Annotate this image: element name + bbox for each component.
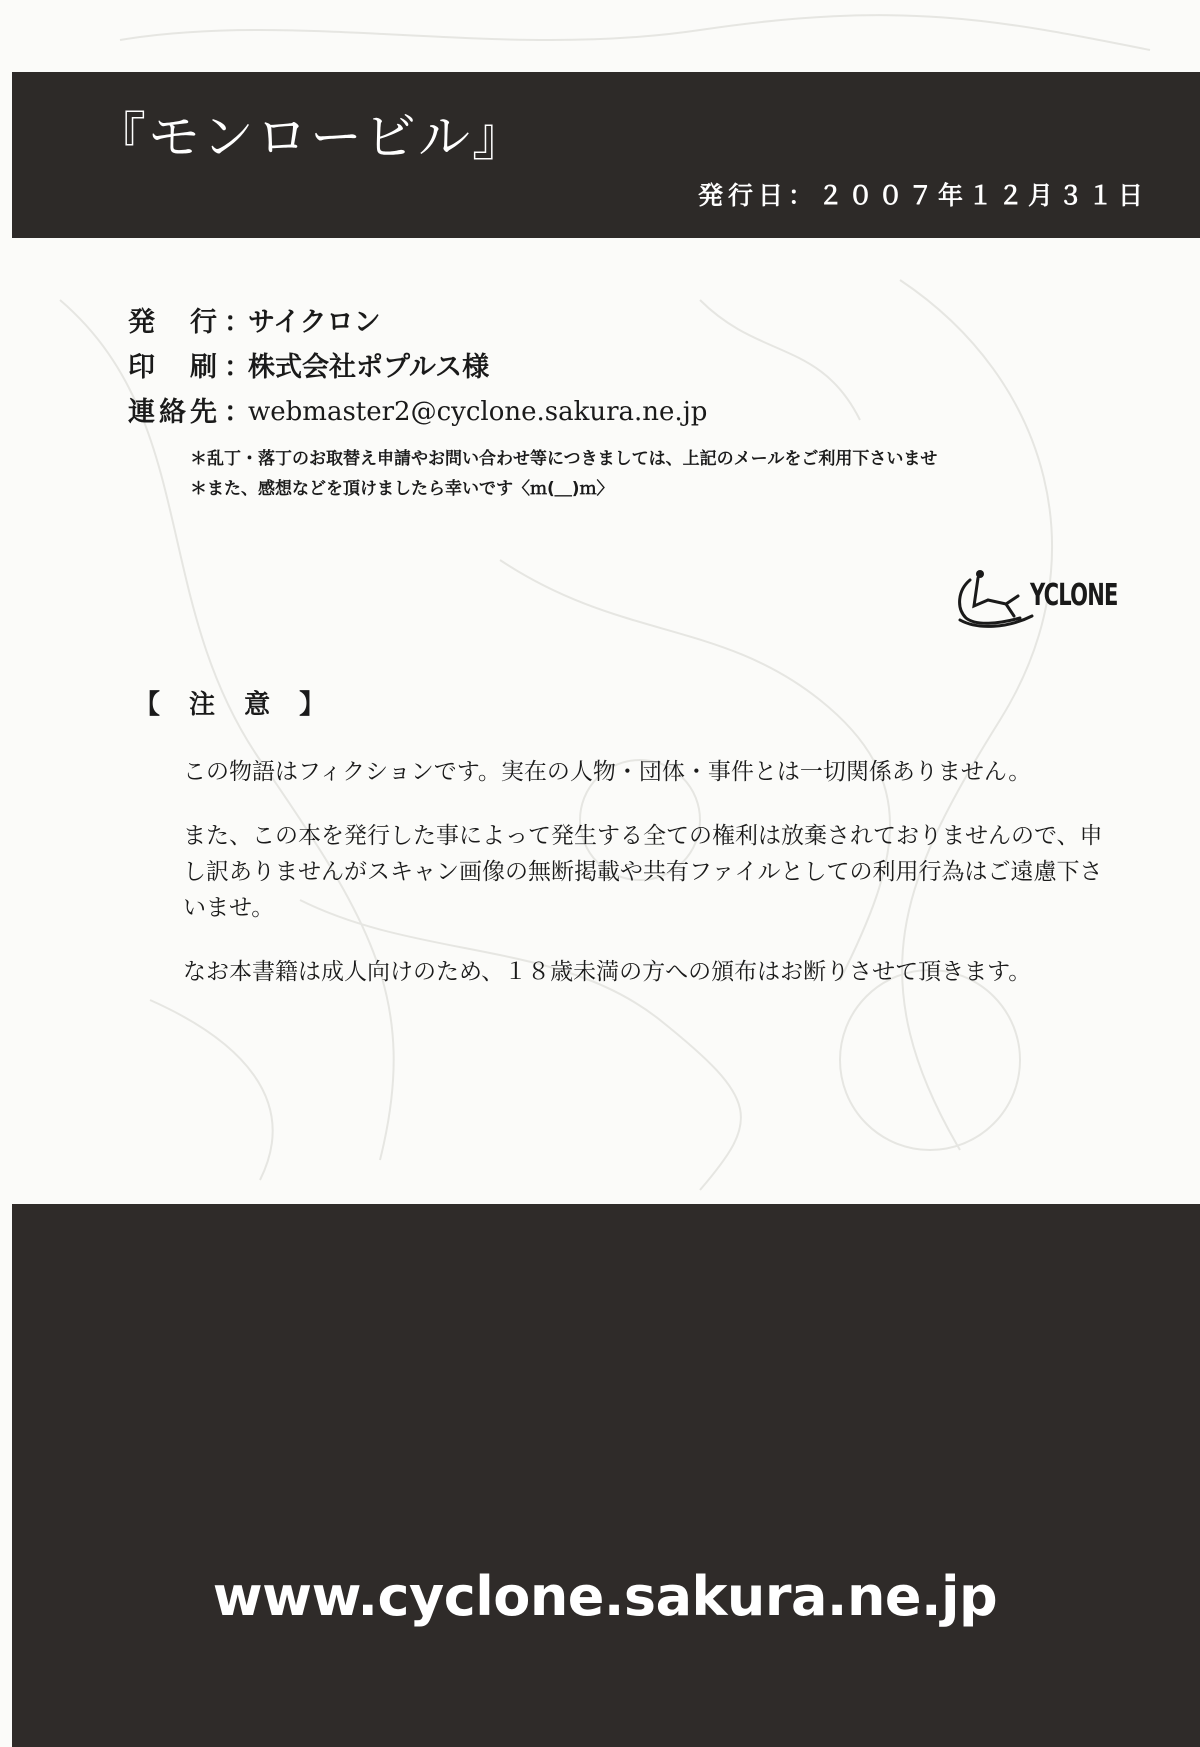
note-line: ＊また、感想などを頂けましたら幸いです〈ｍ(＿)ｍ〉	[190, 479, 614, 499]
credit-label: 連絡先	[128, 397, 221, 428]
credit-publisher	[128, 300, 707, 345]
notice-body	[183, 754, 1123, 1018]
book-title: 『モンロービル』	[94, 108, 527, 168]
cyclone-figure-logo-icon	[948, 560, 1038, 634]
cyclone-logo	[948, 560, 1138, 634]
notice-paragraph: この物語はフィクションです。実在の人物・団体・事件とは一切関係ありません。	[183, 759, 1032, 785]
notice-heading: 【 注 意 】	[134, 690, 336, 720]
notice-paragraph: なお本書籍は成人向けのため、１８歳未満の方への頒布はお断りさせて頂きます。	[183, 959, 1032, 985]
credits-block	[128, 300, 707, 435]
credit-label: 発 行	[128, 307, 221, 338]
logo-wordmark: YCLONE	[1030, 578, 1118, 613]
credit-separator: ：	[224, 352, 251, 383]
note-line: ＊乱丁・落丁のお取替え申請やお問い合わせ等につきましては、上記のメールをご利用下さいませ	[190, 449, 938, 469]
printer-name: 株式会社ポプルス様	[248, 352, 490, 383]
credit-separator: ：	[224, 307, 251, 338]
issue-date: 発行日：２００７年１２月３１日	[697, 181, 1148, 210]
notes-block	[190, 444, 937, 504]
publisher-name: サイクロン	[248, 307, 381, 338]
footer-band	[12, 1204, 1200, 1747]
credit-contact	[128, 390, 707, 435]
notice-paragraph: また、この本を発行した事によって発生する全ての権利は放棄されておりませんので、申し訳ありませんがスキャン画像の無断掲載や共有ファイルとしての利用行為はご遠慮下さいませ。	[183, 823, 1103, 921]
credit-separator: ：	[224, 397, 251, 428]
credit-label: 印 刷	[128, 352, 221, 383]
credit-printer	[128, 345, 707, 390]
contact-email: webmaster2@cyclone.sakura.ne.jp	[248, 397, 708, 427]
website-url[interactable]: www.cyclone.sakura.ne.jp	[212, 1565, 998, 1628]
